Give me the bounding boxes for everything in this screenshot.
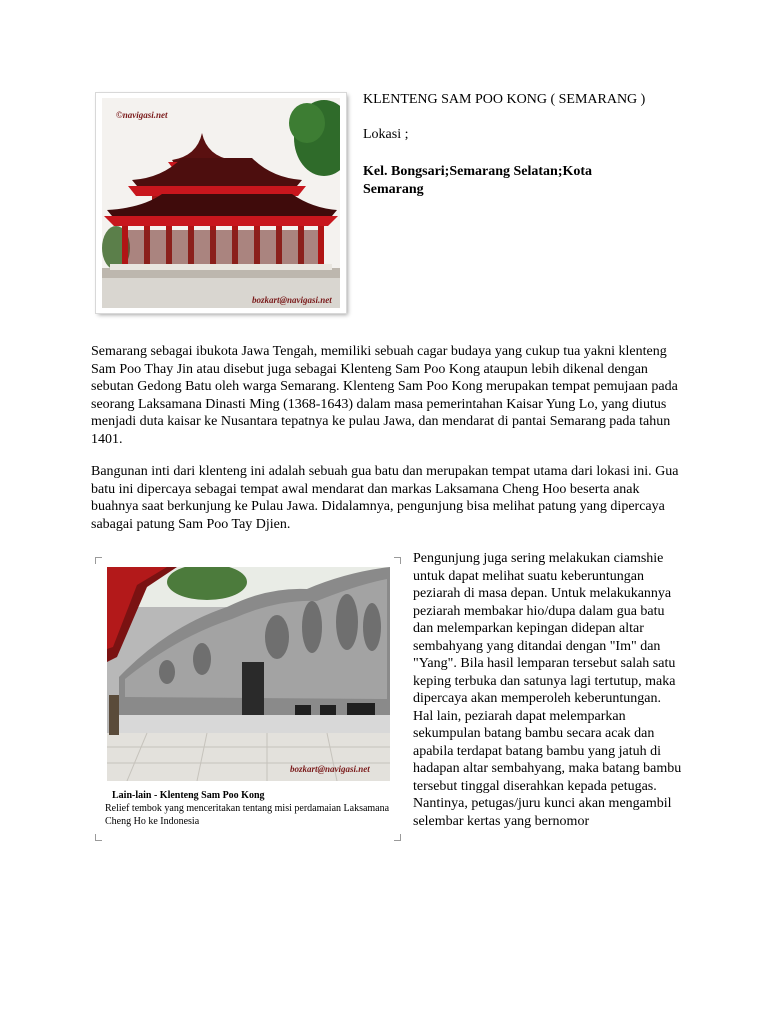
figure-corner-bottom-right	[394, 834, 401, 841]
relief-illustration	[107, 567, 390, 781]
figure-corner-top-right	[394, 557, 401, 564]
watermark-top: ©navigasi.net	[116, 110, 168, 120]
page-title: KLENTENG SAM POO KONG ( SEMARANG )	[363, 92, 646, 107]
relief-photo	[107, 567, 390, 781]
paragraph-cave: Bangunan inti dari klenteng ini adalah sebuah gua batu dan merupakan tempat utama dari lokasi ini. Gua batu ini dipercaya sebagai tempat awal mendarat dan markas Laksamana Cheng Hoo beserta anak buahnya saat berkunjung ke Pulau Jawa. Didalamnya, pengunjung bisa melihat patung yang dipercaya sabagai patung Sam Poo Tay Djien.	[91, 464, 679, 532]
temple-photo	[96, 93, 346, 313]
temple-illustration	[102, 98, 340, 308]
figure-caption-text: Relief tembok yang menceritakan tentang misi perdamaian Laksamana Cheng Ho ke Indonesia	[105, 803, 390, 827]
figure-corner-bottom-left	[95, 834, 102, 841]
figure-corner-top-left	[95, 557, 102, 564]
location-value: Kel. Bongsari;Semarang Selatan;Kota Semarang	[363, 164, 593, 197]
paragraph-ciamshie: Pengunjung juga sering melakukan ciamshie untuk dapat melihat suatu keberuntungan peziarah di masa depan. Untuk melakukannya peziarah membakar hio/dupa dalam gua batu dan melemparkan kepingan didepan altar sembahyang yang ditandai dengan "Im" dan "Yang". Bila hasil lemparan tersebut salah satu keping terbuka dan satunya lagi tertutup, maka dipercaya akan memperoleh keberuntungan. Hal lain, peziarah dapat melemparkan sekumpulan batang bambu secara acak dan apabila terdapat batang bambu yang jatuh di hadapan altar sembahyang, maka batang bambu tersebut tinggal diserahkan kepada petugas. Nantinya, petugas/juru kunci akan mengambil selembar kertas yang bernomor	[413, 551, 682, 829]
relief-watermark: bozkart@navigasi.net	[290, 764, 370, 774]
watermark-credit: bozkart@navigasi.net	[252, 295, 332, 305]
figure-caption-title: Lain-lain - Klenteng Sam Poo Kong	[112, 790, 265, 801]
paragraph-history: Semarang sebagai ibukota Jawa Tengah, memiliki sebuah cagar budaya yang cukup tua yakni klenteng Sam Poo Thay Jin atau disebut juga sebagai Klenteng Sam Poo Kong ataupun lebih dikenal dengan sebutan Gedong Batu oleh warga Semarang. Klenteng Sam Poo Kong merupakan tempat pemujaan pada seorang Laksamana Dinasti Ming (1368-1643) dalam masa pemerintahan Kaisar Yung Lo, yang diutus menjadi duta kaisar ke Nusantara tepatnya ke pulau Jawa, dan mendarat di pantai Semarang pada tahun 1401.	[91, 344, 678, 447]
location-label: Lokasi ;	[363, 127, 409, 142]
